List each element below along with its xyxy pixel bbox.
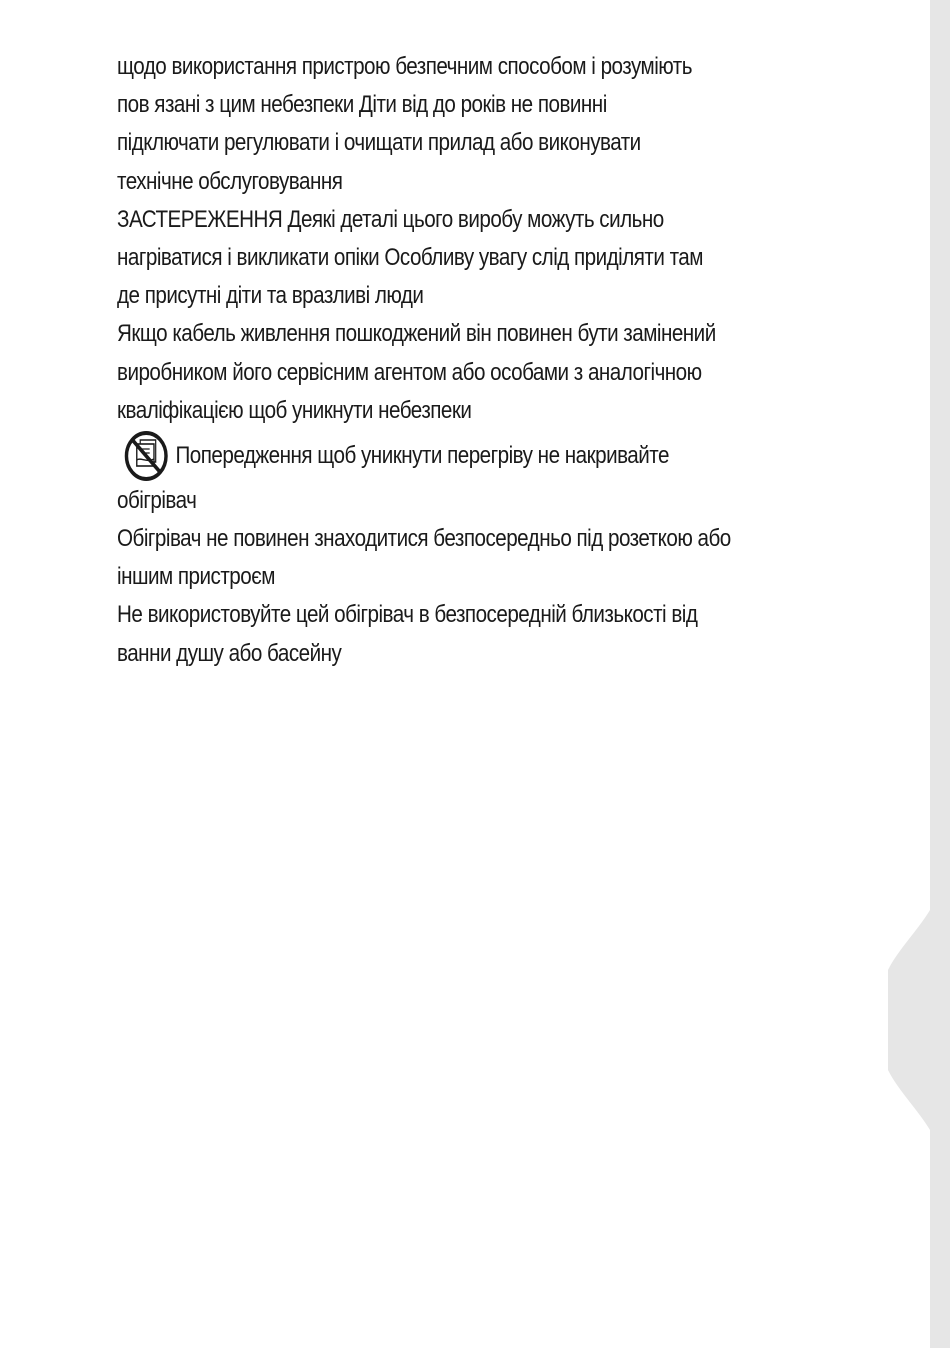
do-not-cover-icon — [124, 430, 169, 482]
text-line: нагріватися і викликати опіки Особливу увагу слід приділяти там — [117, 243, 703, 271]
text-line: щодо використання пристрою безпечним способом і розуміють — [117, 53, 692, 80]
text-line: де присутні діти та вразливі люди — [117, 282, 424, 310]
text-line: кваліфікацією щоб уникнути небезпеки — [117, 396, 472, 424]
page-edge-tab — [888, 910, 950, 1130]
text-line: пов язані з цим небезпеки Діти від до років не повинні — [117, 91, 607, 119]
text-line: обігрівач — [117, 486, 197, 514]
text-line: іншим пристроєм — [117, 563, 275, 591]
warning-line — [117, 430, 728, 482]
page-edge-strip — [930, 0, 950, 1348]
text-line: технічне обслуговування — [117, 167, 343, 195]
text-line: Якщо кабель живлення пошкоджений він повинен бути замінений — [117, 320, 716, 348]
text-line: Обігрівач не повинен знаходитися безпосередньо під розеткою або — [117, 525, 731, 553]
text-line: ЗАСТЕРЕЖЕННЯ Деякі деталі цього виробу можуть сильно — [117, 205, 664, 233]
text-line: виробником його сервісним агентом або особами з аналогічною — [117, 358, 702, 386]
text-line: підключати регулювати і очищати прилад або виконувати — [117, 129, 641, 157]
text-line: Не використовуйте цей обігрівач в безпосередній близькості від — [117, 601, 698, 629]
text-line: ванни душу або басейну — [117, 639, 342, 667]
warning-text: Попередження щоб уникнути перегріву не накривайте — [175, 441, 669, 469]
instruction-text — [117, 48, 827, 673]
